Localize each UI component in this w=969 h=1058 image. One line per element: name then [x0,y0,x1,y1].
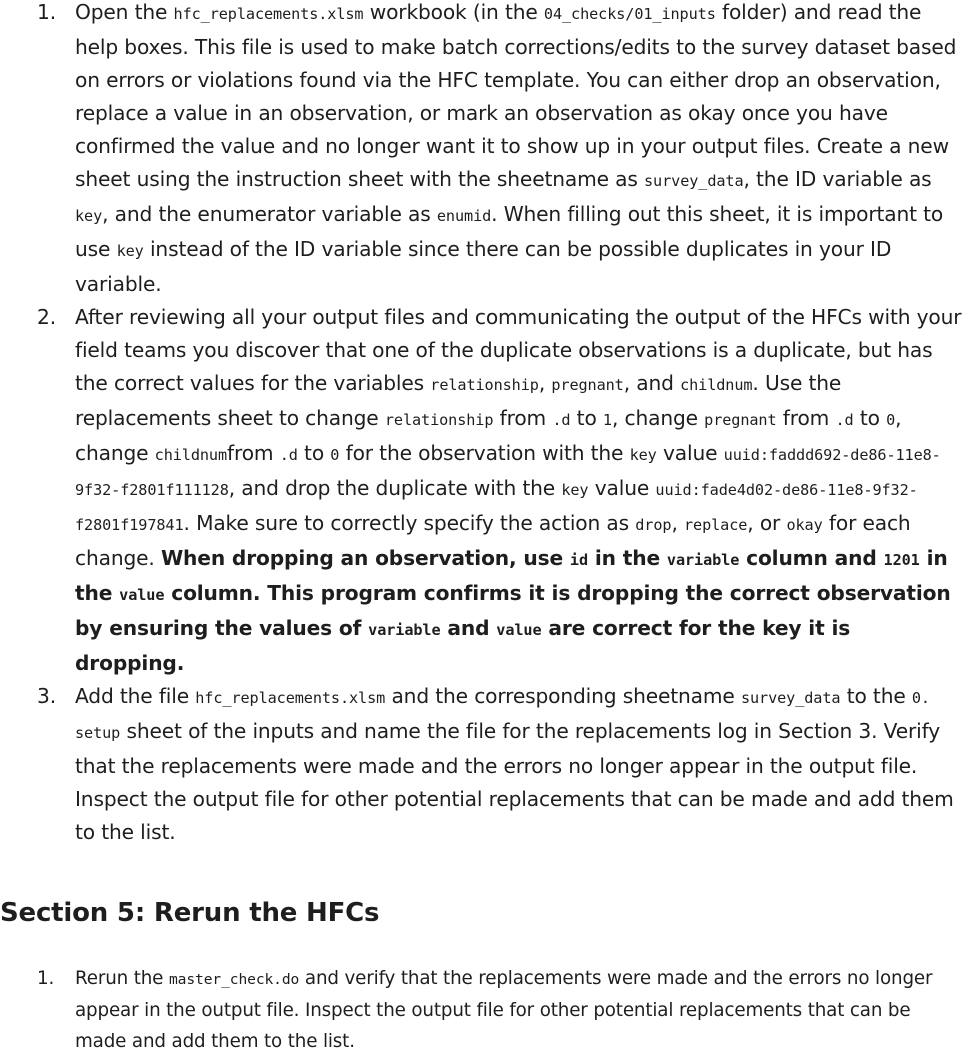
text: in the [588,546,667,570]
text: , change [75,406,902,465]
text: After reviewing all your output files and communicating the output of the HFCs with your field teams you discover that one of the duplicate observations is a duplicate, but has the correct values for the variables [75,305,962,395]
inline-code-filename: hfc_replacements.xlsm [173,5,364,23]
inline-code: 0 [330,446,340,464]
text: Add the file [75,684,196,708]
text: , [671,511,684,535]
inline-code: .d [835,411,854,429]
inline-code: replace [683,516,748,534]
text: , and drop the duplicate with the [228,476,562,500]
inline-code: pregnant [704,411,777,429]
inline-code-sheetname: survey_data [644,172,744,190]
text: column and [739,546,884,570]
inline-code: 0 [886,411,896,429]
inline-code-sheetname: survey_data [740,689,841,707]
list-number: 1. [37,0,56,24]
text: . When filling out this sheet, it is important to use [75,202,944,261]
inline-code: 1201 [883,551,920,569]
list-number: 2. [37,305,56,329]
text: . Use the replacements sheet to change [75,371,842,430]
text: instead of the ID variable since there can be possible duplicates in your ID variable. [75,237,892,296]
inline-code: variable [666,551,740,569]
inline-code-key: key [75,207,103,225]
list-item-step-1 [0,0,969,301]
inline-code: value [119,586,165,604]
inline-code: relationship [430,376,539,394]
text: and [440,616,497,640]
inline-code: .d [279,446,298,464]
text: from [493,406,553,430]
text: value [656,441,724,465]
inline-code: 1 [602,411,612,429]
text: in the [75,546,948,605]
inline-code: okay [786,516,823,534]
list-item-rerun [0,963,969,1057]
text: When dropping an observation, use [160,546,570,570]
text: , or [747,511,787,535]
text: workbook (in the [363,0,544,24]
inline-code: key [629,446,657,464]
inline-code-enumid: enumid [436,207,492,225]
text: and the corresponding sheetname [385,684,741,708]
text: and verify that the replacements were made and the errors no longer appear in the output file. Inspect the output file for other potential replacements that can be made and add them to the list. [75,968,933,1052]
inline-code: childnum [680,376,753,394]
text: to [570,406,603,430]
text: , change [611,406,705,430]
text: are correct for the key it is dropping. [75,616,851,675]
inline-code: variable [368,621,441,639]
text: to [853,406,887,430]
inline-code: pregnant [551,376,624,394]
inline-code-folder: 04_checks/01_inputs [543,5,716,23]
text: folder) and read the help boxes. This file is used to make batch corrections/edits to the survey dataset based on errors or violations found via the HFC template. You can either drop an observation, replace a value in an observation, or mark an observation as okay once you have confirmed the value and no longer want it to show up in your output files. Create a new sheet using the instruction sheet with the sheetname as [75,0,957,191]
text: for each change. [75,511,911,570]
inline-code: .d [552,411,571,429]
inline-code-key: key [116,242,144,260]
text: . Make sure to correctly specify the action as [183,511,636,535]
text: Open the [75,0,174,24]
inline-code-master-check: master_check.do [168,971,300,988]
inline-code-filename: hfc_replacements.xlsm [195,689,386,707]
bold-note [75,546,951,675]
text: , and the enumerator variable as [102,202,437,226]
text: to [297,441,331,465]
text: for the observation with the [339,441,630,465]
text: , [538,371,552,395]
inline-code: value [496,621,542,639]
inline-code: drop [635,516,672,534]
text: from [227,441,280,465]
text: , the ID variable as [743,167,932,191]
text: from [776,406,836,430]
text: sheet of the inputs and name the file for the replacements log in Section 3. Verify that the replacements were made and the errors no longer appear in the output file. Inspect the output file for other potential replacements that can be made and add them to the list. [75,719,954,844]
text: to the [840,684,912,708]
list-item-step-2 [0,301,969,680]
inline-code-setup-sheet: 0. setup [75,689,930,742]
inline-code: key [561,481,589,499]
text: column. This program confirms it is dropping the correct observation by ensuring the values of [75,581,951,640]
section-heading: Section 5: Rerun the HFCs [0,898,380,928]
text: , and [623,371,681,395]
section5-list [0,963,969,1057]
list-number: 3. [37,684,56,708]
inline-code-uuid: uuid:faddd692-de86-11e8-9f32-f2801f111128 [75,446,941,499]
inline-code-uuid: uuid:fade4d02-de86-11e8-9f32-f2801f197841 [75,481,918,534]
text: value [588,476,656,500]
inline-code: id [569,551,589,569]
inline-code: relationship [384,411,494,429]
text: Rerun the [75,968,169,989]
list-item-step-3 [0,680,969,849]
list-number: 1. [37,968,55,989]
inline-code: childnum [154,446,228,464]
